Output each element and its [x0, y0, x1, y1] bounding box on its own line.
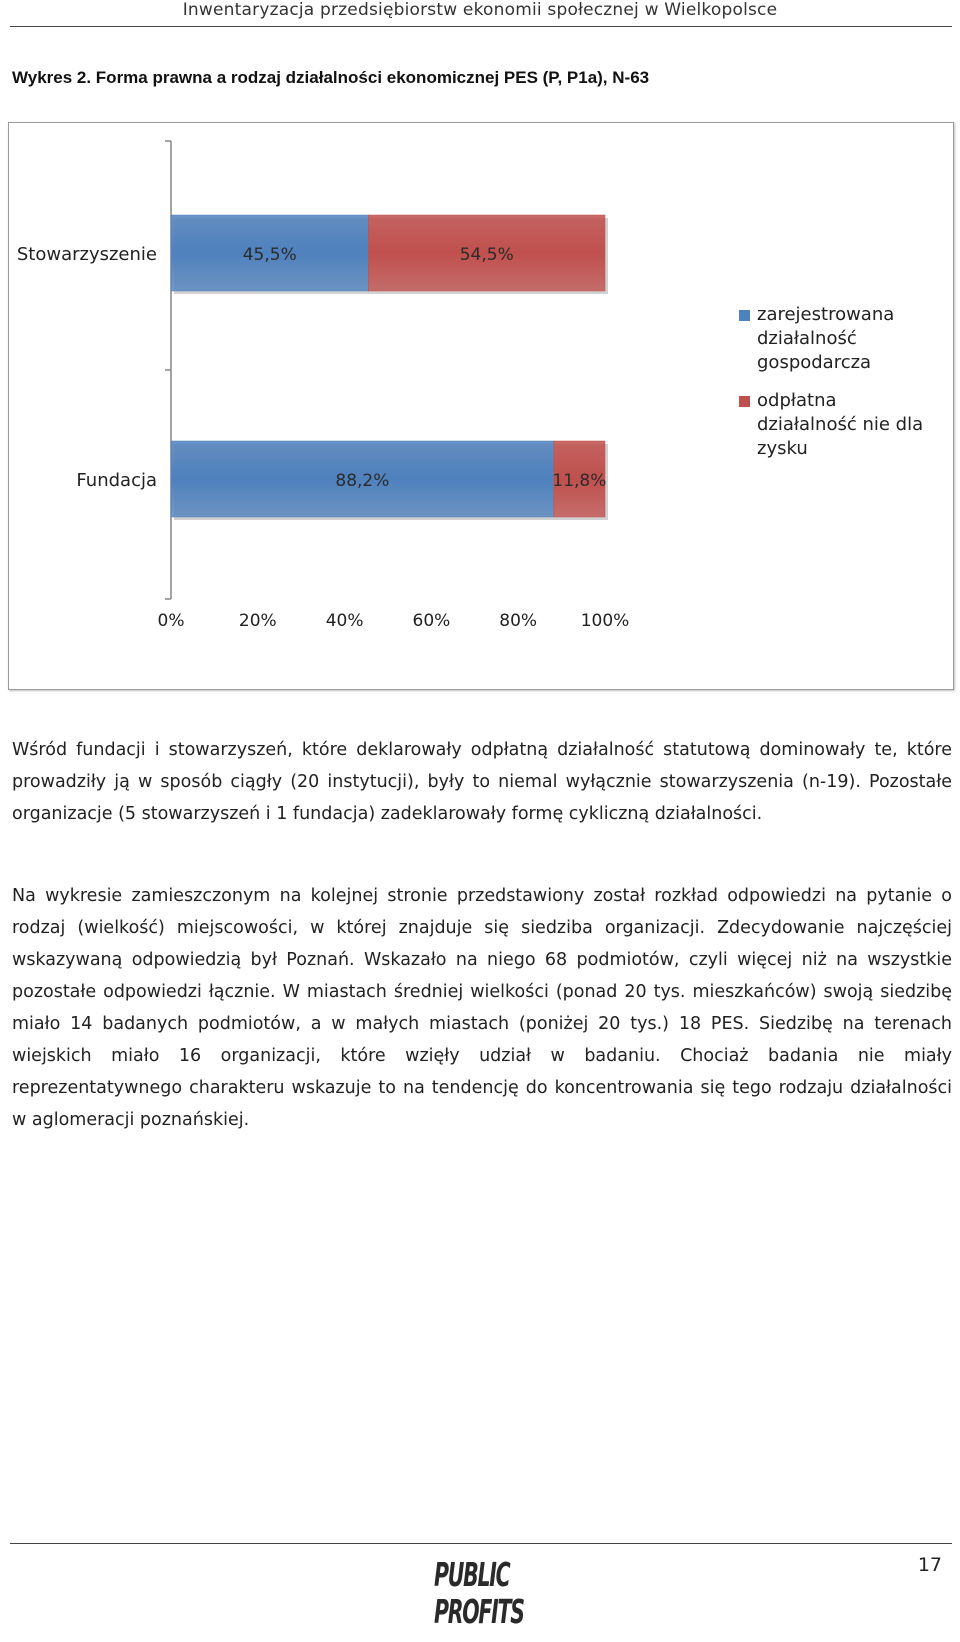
legend-item-registered-activity: [739, 303, 939, 375]
bar-value-label: 88,2%: [335, 471, 390, 491]
x-tick-label: 0%: [157, 611, 185, 631]
category-label: Stowarzyszenie: [16, 244, 157, 265]
legend-label-line: działalność: [757, 328, 857, 349]
body-paragraph-2: Na wykresie zamieszczonym na kolejnej stronie przedstawiony został rozkład odpowiedzi na pytanie o rodzaj (wielkość) miejscowości, w której znajduje się siedziba organizacji. Zdecydowanie najczęściej wskazywaną odpowiedzią był Poznań. Wskazało na niego 68 podmiotów, czyli więcej niż na wszystkie pozostałe odpowiedzi łącznie. W miastach średniej wielkości (ponad 20 tys. mieszkańców) swoją siedzibę miało 14 badanych podmiotów, a w małych miastach (poniżej 20 tys.) 18 PES. Siedzibę na terenach wiejskich miało 16 organizacji, które wzięły udział w badaniu. Chociaż badania nie miały reprezentatywnego charakteru wskazuje to na tendencję do koncentrowania się tego rodzaju działalności w aglomeracji poznańskiej.: [12, 886, 952, 1130]
header-rule: [10, 26, 952, 27]
x-tick-label: 60%: [412, 611, 451, 631]
category-label: Fundacja: [76, 470, 157, 491]
page-header-title: Inwentaryzacja przedsiębiorstw ekonomii społecznej w Wielkopolsce: [182, 0, 778, 20]
legend-label-line: odpłatna: [757, 390, 837, 411]
legend-swatch-blue: [739, 310, 750, 321]
legend-label-line: gospodarcza: [757, 352, 872, 373]
page-number: 17: [917, 1554, 942, 1576]
legend-label-line: zysku: [757, 438, 808, 459]
legend-swatch-red: [739, 396, 750, 407]
logo-line: PUBLIC: [434, 1555, 510, 1594]
legend-label-line: działalność nie dla: [757, 414, 924, 435]
legend-label-line: zarejestrowana: [757, 304, 895, 325]
x-tick-label: 40%: [325, 611, 364, 631]
figure-caption: Wykres 2. Forma prawna a rodzaj działalności ekonomicznej PES (P, P1a), N-63: [12, 68, 650, 87]
footer-rule: [10, 1543, 952, 1544]
x-tick-label: 100%: [580, 611, 630, 631]
bar-value-label: 11,8%: [552, 471, 607, 491]
body-paragraph-1: Wśród fundacji i stowarzyszeń, które deklarowały odpłatną działalność statutową dominowały te, które prowadziły ją w sposób ciągły (20 instytucji), były to niemal wyłącznie stowarzyszenia (n-19). Pozostałe organizacje (5 stowarzyszeń i 1 fundacja) zadeklarowały formę cykliczną działalności.: [12, 740, 952, 824]
legend-item-paid-nonprofit-activity: [739, 389, 939, 461]
x-tick-label: 80%: [499, 611, 538, 631]
logo-line: PROFITS: [434, 1592, 524, 1631]
bar-value-label: 54,5%: [459, 245, 514, 265]
chart-legend: [739, 303, 939, 475]
chart-frame: [8, 122, 954, 690]
public-profits-logo: [434, 1555, 524, 1634]
bar-value-label: 45,5%: [242, 245, 297, 265]
x-tick-label: 20%: [238, 611, 277, 631]
